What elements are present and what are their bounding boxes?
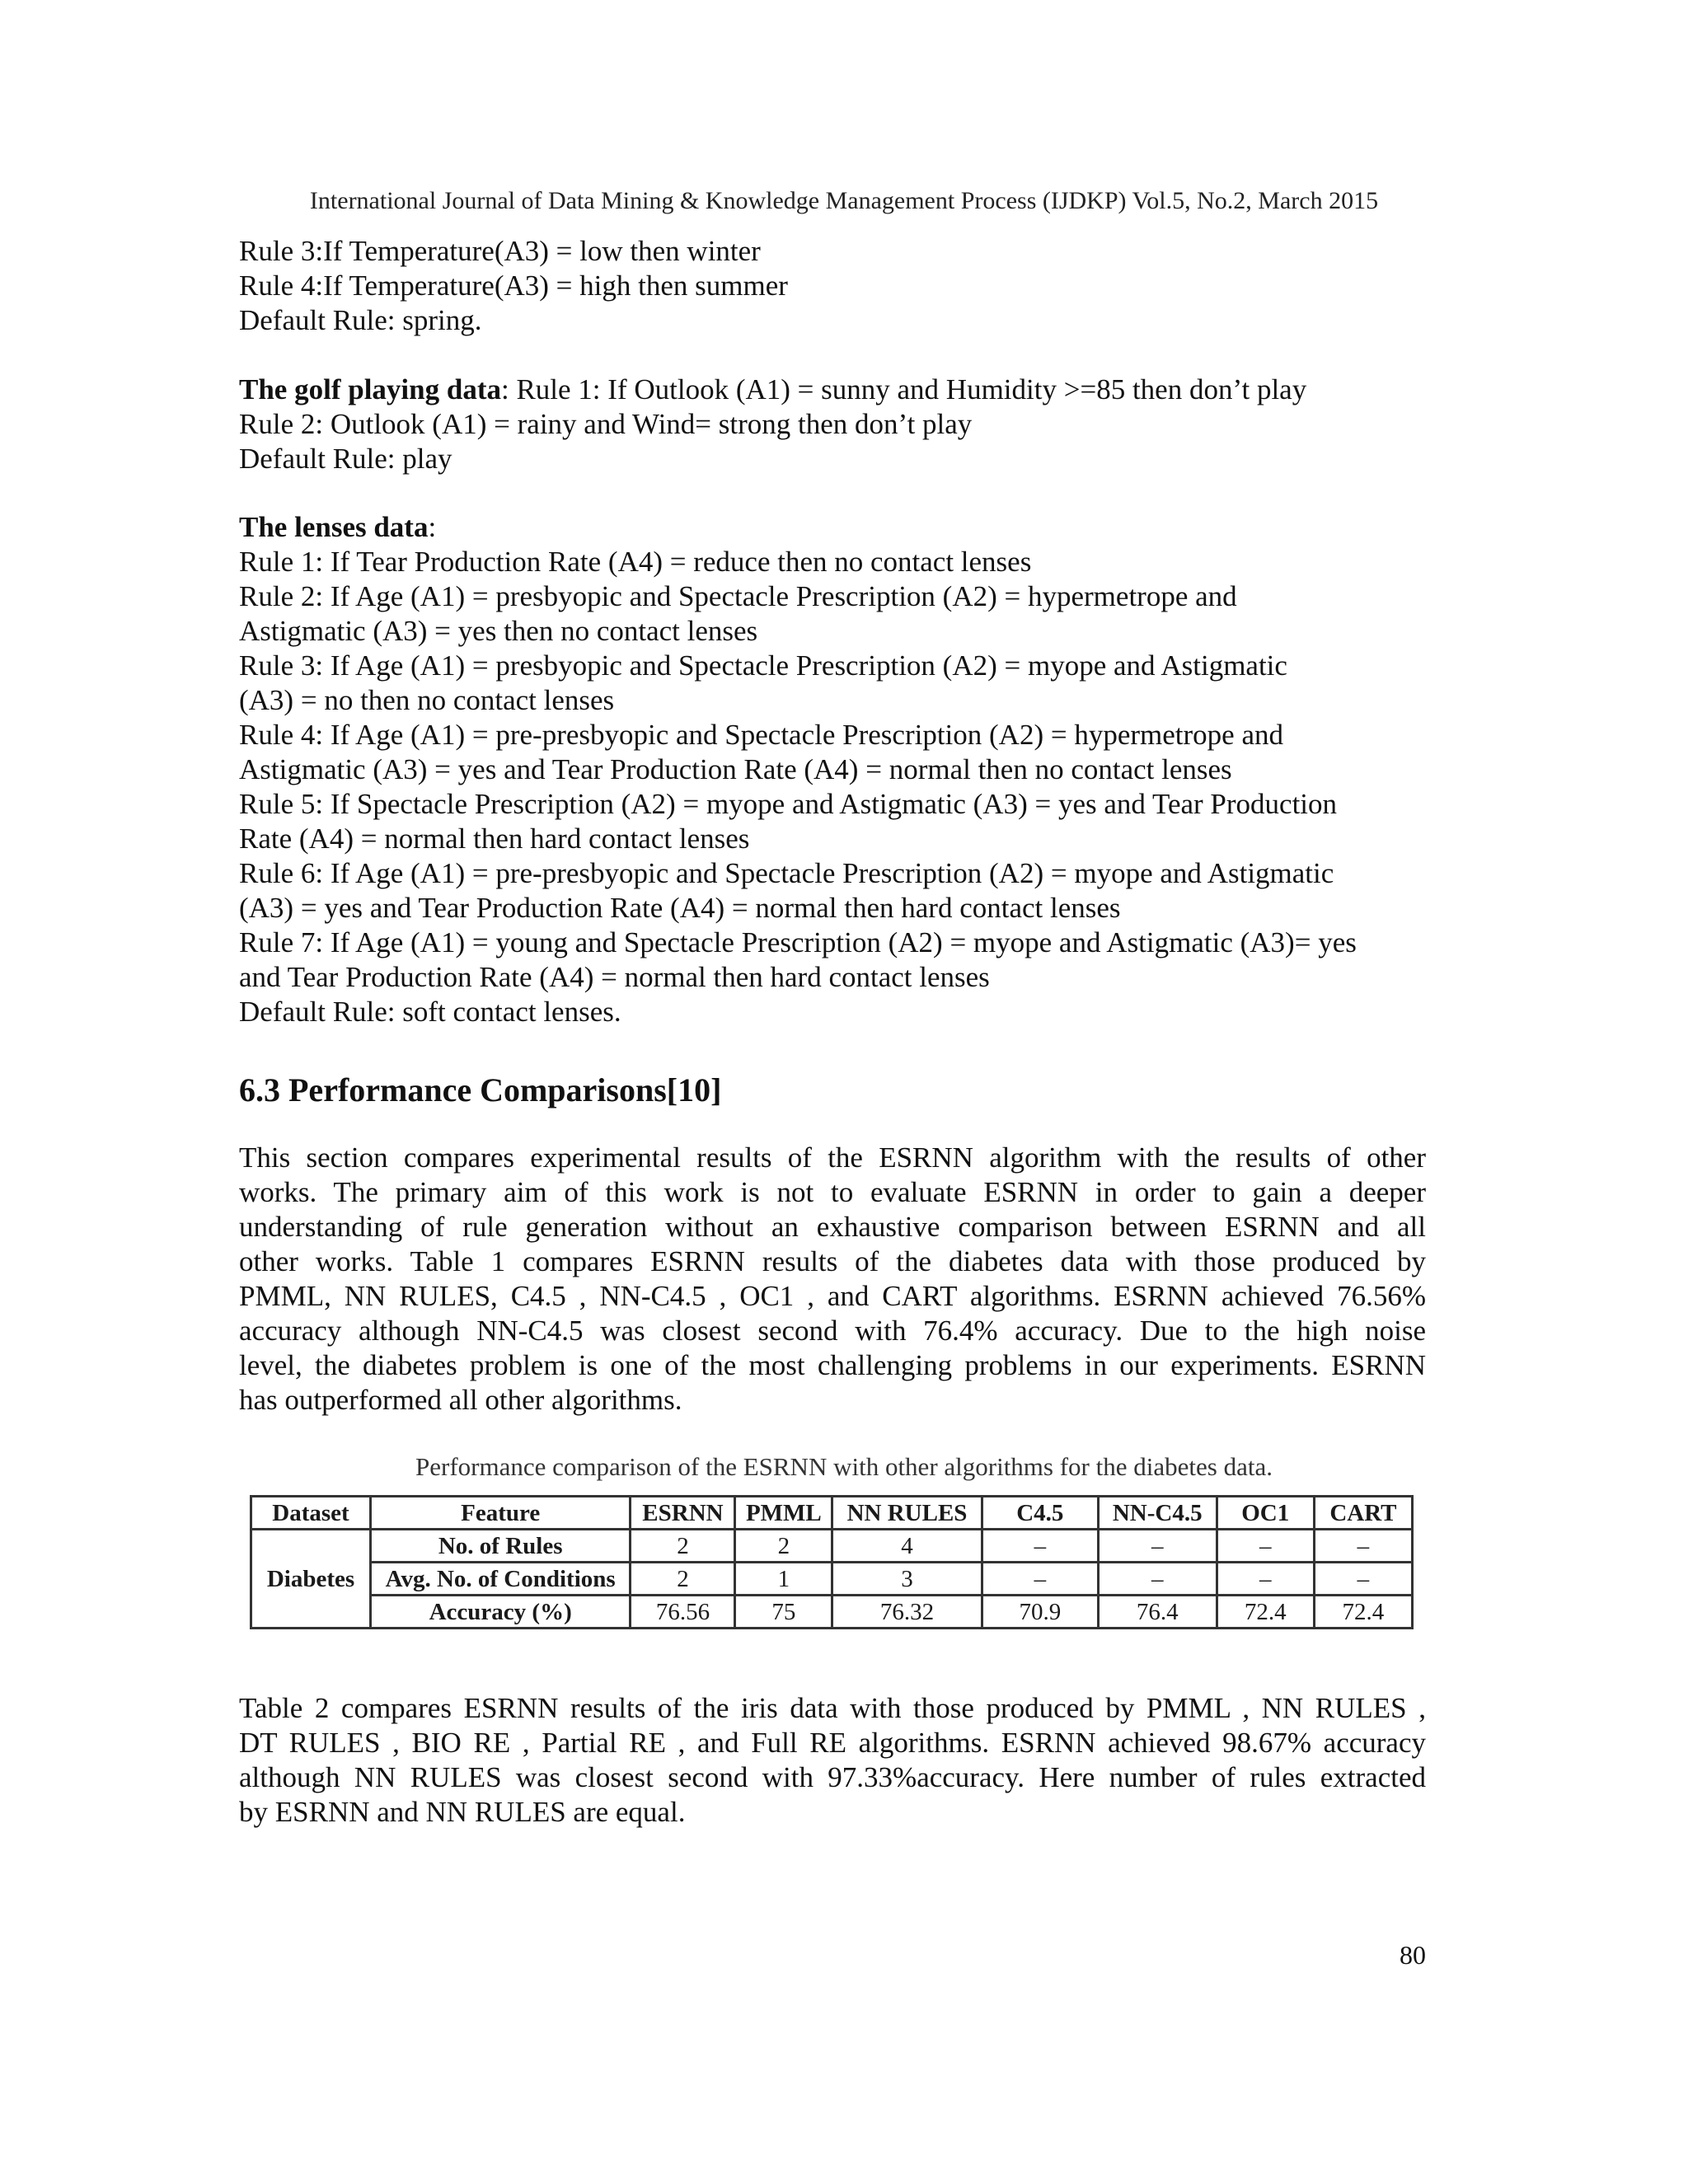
paragraph-line: works. The primary aim of this work is not to evaluate ESRNN in order to gain a deeper xyxy=(239,1176,1426,1208)
table-cell: 76.56 xyxy=(631,1596,735,1629)
table-row xyxy=(251,1530,1413,1563)
table-cell: 2 xyxy=(631,1530,735,1563)
rule-line: Default Rule: play xyxy=(239,443,452,475)
rule-line: Rule 5: If Spectacle Prescription (A2) = myope and Astigmatic (A3) = yes and Tear Production xyxy=(239,788,1338,820)
paragraph-line: DT RULES , BIO RE , Partial RE , and Full RE algorithms. ESRNN achieved 98.67% accuracy xyxy=(239,1727,1426,1759)
feature-cell: Avg. No. of Conditions xyxy=(370,1563,630,1596)
rule-line: Rule 2: Outlook (A1) = rainy and Wind= strong then don’t play xyxy=(239,408,973,440)
table-cell: 3 xyxy=(832,1563,982,1596)
paragraph-line: understanding of rule generation without an exhaustive comparison between ESRNN and all xyxy=(239,1211,1426,1243)
paragraph-line: accuracy although NN-C4.5 was closest second with 76.4% accuracy. Due to the high noise xyxy=(239,1315,1426,1347)
rule-line: Rule 7: If Age (A1) = young and Spectacle Prescription (A2) = myope and Astigmatic (A3)= yes xyxy=(239,926,1357,958)
table-cell: – xyxy=(1314,1530,1412,1563)
header-pmml: PMML xyxy=(735,1497,832,1530)
header-nn-rules: NN RULES xyxy=(832,1497,982,1530)
table-cell: 2 xyxy=(735,1530,832,1563)
rule-line: Rule 4:If Temperature(A3) = high then summer xyxy=(239,269,788,302)
table-caption: Performance comparison of the ESRNN with other algorithms for the diabetes data. xyxy=(415,1452,1273,1481)
rule-line: Rule 1: If Tear Production Rate (A4) = reduce then no contact lenses xyxy=(239,546,1032,578)
paragraph-line: other works. Table 1 compares ESRNN results of the diabetes data with those produced by xyxy=(239,1245,1426,1277)
rule-line: Rule 6: If Age (A1) = pre-presbyopic and Spectacle Prescription (A2) = myope and Astigmatic xyxy=(239,857,1334,889)
season-rules xyxy=(239,234,1426,338)
table-cell: 4 xyxy=(832,1530,982,1563)
table-cell: 70.9 xyxy=(982,1596,1098,1629)
golf-first-line xyxy=(239,373,1426,407)
paragraph-line: PMML, NN RULES, C4.5 , NN-C4.5 , OC1 , and CART algorithms. ESRNN achieved 76.56% xyxy=(239,1280,1426,1312)
golf-label: The golf playing data xyxy=(239,373,501,405)
header-c45: C4.5 xyxy=(982,1497,1098,1530)
table-header-row xyxy=(251,1497,1413,1530)
rule-line: (A3) = no then no contact lenses xyxy=(239,684,615,716)
header-cart: CART xyxy=(1314,1497,1412,1530)
table-cell: – xyxy=(1098,1530,1217,1563)
table-cell: – xyxy=(1098,1563,1217,1596)
rule-line: Rule 2: If Age (A1) = presbyopic and Spectacle Prescription (A2) = hypermetrope and xyxy=(239,580,1237,612)
table-cell: 76.32 xyxy=(832,1596,982,1629)
rule-line: Astigmatic (A3) = yes then no contact lenses xyxy=(239,615,758,647)
table-cell: – xyxy=(1217,1530,1314,1563)
table-cell: – xyxy=(982,1530,1098,1563)
golf-rule-1: : Rule 1: If Outlook (A1) = sunny and Humidity >=85 then don’t play xyxy=(500,373,1307,405)
table-cell: – xyxy=(1314,1563,1412,1596)
lenses-label: The lenses data xyxy=(239,511,429,543)
section-heading: 6.3 Performance Comparisons[10] xyxy=(239,1071,722,1108)
paragraph-performance xyxy=(239,1141,1426,1418)
table-cell: 75 xyxy=(735,1596,832,1629)
header-feature: Feature xyxy=(370,1497,630,1530)
paragraph-line: has outperformed all other algorithms. xyxy=(239,1384,682,1416)
lenses-heading xyxy=(239,510,1426,545)
page-number: 80 xyxy=(1400,1940,1426,1970)
performance-table xyxy=(250,1495,1414,1629)
dataset-cell: Diabetes xyxy=(251,1530,371,1629)
rule-line: Rule 3: If Age (A1) = presbyopic and Spectacle Prescription (A2) = myope and Astigmatic xyxy=(239,649,1287,682)
header-nn-c45: NN-C4.5 xyxy=(1098,1497,1217,1530)
rule-line: Astigmatic (A3) = yes and Tear Production Rate (A4) = normal then no contact lenses xyxy=(239,753,1232,785)
lenses-rules xyxy=(239,510,1426,1029)
running-header: International Journal of Data Mining & Knowledge Management Process (IJDKP) Vol.5, No.2, March 2015 xyxy=(309,187,1379,214)
rule-line: Default Rule: soft contact lenses. xyxy=(239,996,621,1028)
paragraph-line: although NN RULES was closest second with 97.33%accuracy. Here number of rules extracted xyxy=(239,1761,1426,1793)
feature-cell: Accuracy (%) xyxy=(370,1596,630,1629)
header-oc1: OC1 xyxy=(1217,1497,1314,1530)
paragraph-line: by ESRNN and NN RULES are equal. xyxy=(239,1796,686,1828)
paragraph-iris xyxy=(239,1691,1426,1830)
paragraph-line: Table 2 compares ESRNN results of the iris data with those produced by PMML , NN RULES , xyxy=(239,1692,1426,1724)
feature-cell: No. of Rules xyxy=(370,1530,630,1563)
paragraph-line: This section compares experimental results of the ESRNN algorithm with the results of other xyxy=(239,1141,1426,1174)
table-cell: 76.4 xyxy=(1098,1596,1217,1629)
rule-line: and Tear Production Rate (A4) = normal then hard contact lenses xyxy=(239,961,990,993)
header-dataset: Dataset xyxy=(251,1497,371,1530)
rule-line: Default Rule: spring. xyxy=(239,304,482,336)
table-cell: 72.4 xyxy=(1217,1596,1314,1629)
table-cell: – xyxy=(1217,1563,1314,1596)
rule-line: Rule 4: If Age (A1) = pre-presbyopic and Spectacle Prescription (A2) = hypermetrope and xyxy=(239,719,1283,751)
header-esrnn: ESRNN xyxy=(631,1497,735,1530)
rule-line: (A3) = yes and Tear Production Rate (A4) = normal then hard contact lenses xyxy=(239,892,1121,924)
table-row xyxy=(251,1596,1413,1629)
rule-line: Rule 3:If Temperature(A3) = low then winter xyxy=(239,235,761,267)
golf-rules xyxy=(239,373,1426,476)
table-cell: – xyxy=(982,1563,1098,1596)
table-cell: 2 xyxy=(631,1563,735,1596)
rule-line: Rate (A4) = normal then hard contact lenses xyxy=(239,823,750,855)
paragraph-line: level, the diabetes problem is one of the most challenging problems in our experiments. ESRNN xyxy=(239,1349,1426,1381)
table-cell: 72.4 xyxy=(1314,1596,1412,1629)
table-row xyxy=(251,1563,1413,1596)
lenses-colon: : xyxy=(428,511,437,543)
table-cell: 1 xyxy=(735,1563,832,1596)
